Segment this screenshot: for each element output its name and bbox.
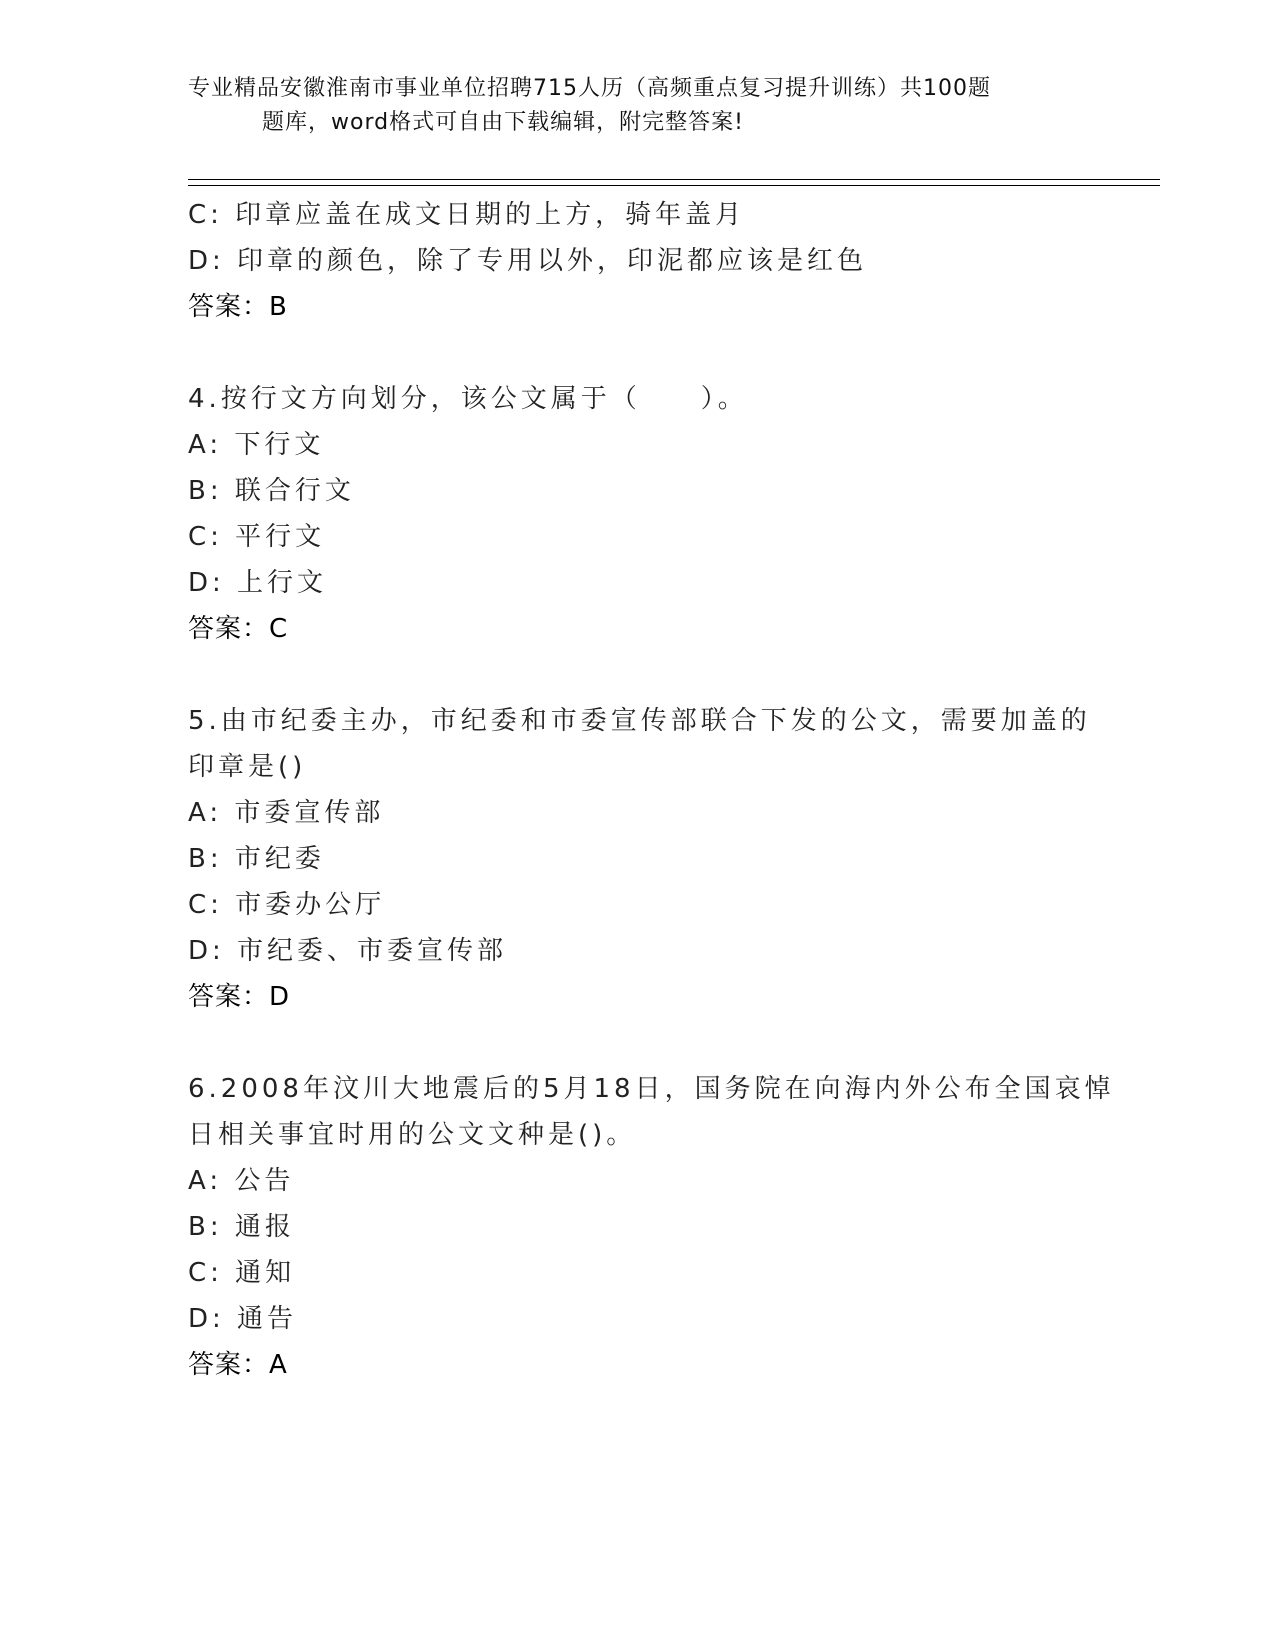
q5-question-line1: 5.由市纪委主办，市纪委和市委宣传部联合下发的公文，需要加盖的 <box>188 706 1091 736</box>
q5-question-line2: 印章是() <box>188 752 307 782</box>
spacer <box>188 330 1088 376</box>
header-divider-top <box>188 179 1160 180</box>
header-divider-bottom <box>188 185 1160 186</box>
spacer <box>188 652 1088 698</box>
header-title-line2: 题库，word格式可自由下载编辑，附完整答案! <box>262 110 744 135</box>
q4-question: 4.按行文方向划分，该公文属于（ ）。 <box>188 384 748 414</box>
q4-option-a: A: 下行文 <box>188 430 325 460</box>
q3-answer: 答案：B <box>188 292 288 322</box>
q6-option-c: C: 通知 <box>188 1258 296 1288</box>
q4-option-c: C: 平行文 <box>188 522 326 552</box>
question-content <box>188 192 1115 1388</box>
q6-question-line1: 6.2008年汶川大地震后的5月18日，国务院在向海内外公布全国哀悼 <box>188 1074 1115 1104</box>
q6-option-a: A: 公告 <box>188 1166 295 1196</box>
q4-option-b: B: 联合行文 <box>188 476 355 506</box>
q6-question-line2: 日相关事宜时用的公文文种是()。 <box>188 1120 637 1150</box>
q6-option-d: D: 通告 <box>188 1304 298 1334</box>
q3-option-c: C: 印章应盖在成文日期的上方，骑年盖月 <box>188 200 746 230</box>
q4-answer: 答案：C <box>188 614 289 644</box>
q4-option-d: D: 上行文 <box>188 568 328 598</box>
q5-answer: 答案：D <box>188 982 291 1012</box>
document-header <box>188 72 1088 140</box>
q5-option-a: A: 市委宣传部 <box>188 798 385 828</box>
spacer <box>188 1020 1088 1066</box>
q5-option-b: B: 市纪委 <box>188 844 325 874</box>
q6-option-b: B: 通报 <box>188 1212 295 1242</box>
q3-option-d: D: 印章的颜色，除了专用以外，印泥都应该是红色 <box>188 246 868 276</box>
header-title-line1: 专业精品安徽淮南市事业单位招聘715人历（高频重点复习提升训练）共100题 <box>188 76 991 101</box>
q5-option-c: C: 市委办公厅 <box>188 890 386 920</box>
q5-option-d: D: 市纪委、市委宣传部 <box>188 936 508 966</box>
q6-answer: 答案：A <box>188 1350 288 1380</box>
